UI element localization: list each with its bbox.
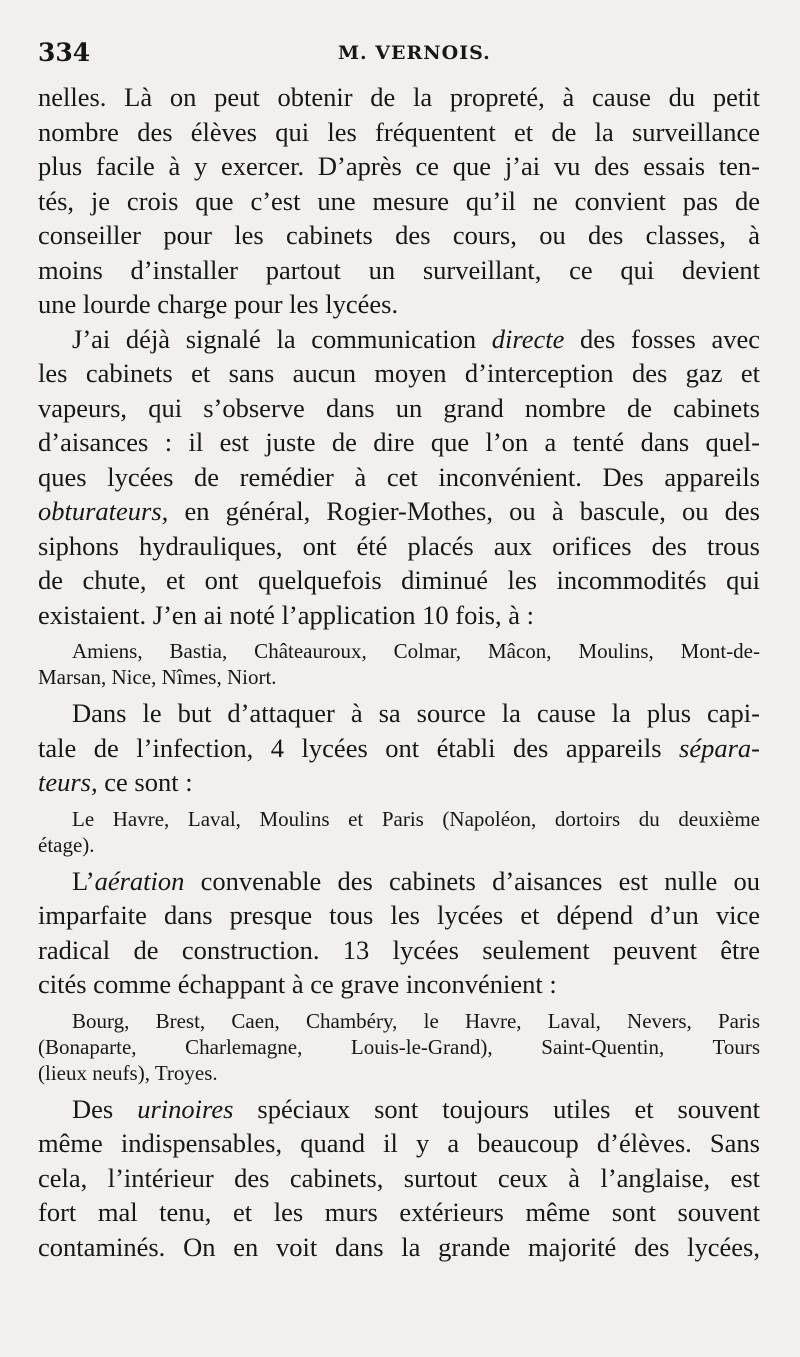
italic-run: urinoires — [137, 1093, 234, 1124]
page-header — [38, 38, 760, 70]
list-line: Marsan, Nice, Nîmes, Niort. — [38, 665, 277, 689]
list-block-3 — [38, 1008, 760, 1086]
text-line: contaminés. On en voit dans la grande majorité des lycées, — [38, 1231, 760, 1262]
paragraph-3 — [38, 696, 760, 800]
list-line: (Bonaparte, Charlemagne, Louis-le-Grand), Saint-Quentin, Tours — [38, 1034, 760, 1059]
list-line: (lieux neufs), Troyes. — [38, 1060, 218, 1085]
text-line: conseiller pour les cabinets des cours, ou des classes, à — [38, 220, 760, 250]
text-line: d’aisances : il est juste de dire que l’on a tenté dans quel- — [38, 427, 760, 457]
text-line: plus facile à y exercer. D’après ce que j’ai vu des essais ten- — [38, 151, 760, 181]
italic-run: teurs, — [38, 767, 98, 797]
text-line: vapeurs, qui s’observe dans un grand nombre de cabinets — [38, 392, 760, 423]
italic-run: directe — [491, 323, 565, 354]
paragraph-4 — [38, 864, 760, 1002]
list-line: Le Havre, Laval, Moulins et Paris (Napoléon, dortoirs du deuxième — [72, 806, 760, 831]
list-block-1 — [38, 638, 760, 690]
text-line: imparfaite dans presque tous les lycées et dépend d’un vice — [38, 900, 760, 930]
text-line: moins d’installer partout un surveillant, ce qui devient — [38, 254, 760, 285]
text-line: fort mal tenu, et les murs extérieurs même sont souvent — [38, 1197, 760, 1227]
text-line: ques lycées de remédier à cet inconvénient. Des appareils — [38, 461, 760, 492]
italic-run: aération — [94, 865, 185, 896]
text-line — [38, 765, 760, 800]
text-line — [38, 322, 760, 357]
text-run: spéciaux sont toujours utiles et souvent — [233, 1093, 760, 1124]
text-run: convenable des cabinets d’aisances est nulle ou — [184, 865, 760, 896]
text-line: radical de construction. 13 lycées seulement peuvent être — [38, 934, 760, 965]
text-run: en général, Rogier-Mothes, ou à bascule, ou des — [168, 496, 760, 526]
page-number: 334 — [38, 38, 91, 67]
text-line: tés, je crois que c’est une mesure qu’il ne convient pas de — [38, 185, 760, 216]
text-line: Dans le but d’attaquer à sa source la cause la plus capi- — [72, 698, 760, 728]
list-line: Amiens, Bastia, Châteauroux, Colmar, Mâcon, Moulins, Mont-de- — [72, 639, 760, 663]
paragraph-1 — [38, 80, 760, 322]
list-line: Bourg, Brest, Caen, Chambéry, le Havre, Laval, Nevers, Paris — [72, 1008, 760, 1033]
paragraph-5 — [38, 1092, 760, 1265]
list-line: étage). — [38, 832, 95, 857]
text-run: L’ — [72, 865, 95, 896]
text-line — [38, 1092, 760, 1127]
text-line: cela, l’intérieur des cabinets, surtout ceux à l’anglaise, est — [38, 1162, 760, 1193]
text-line — [38, 731, 760, 766]
text-line — [38, 494, 760, 529]
text-run: ce sont : — [97, 767, 193, 797]
text-line: existaient. J’en ai noté l’application 10 fois, à : — [38, 599, 534, 630]
list-block-2 — [38, 806, 760, 858]
text-line: siphons hydrauliques, ont été placés aux orifices des trous — [38, 530, 760, 561]
text-line: nelles. Là on peut obtenir de la propreté, à cause du petit — [38, 82, 760, 112]
text-line — [38, 864, 760, 899]
italic-run: sépara- — [679, 732, 760, 763]
text-line: une lourde charge pour les lycées. — [38, 289, 399, 319]
text-line: même indispensables, quand il y a beaucoup d’élèves. Sans — [38, 1128, 760, 1158]
text-run: J’ai déjà signalé la communication — [72, 323, 492, 354]
text-line: les cabinets et sans aucun moyen d’interception des gaz et — [38, 358, 760, 388]
text-run: des fosses avec — [564, 323, 760, 354]
italic-run: obturateurs, — [38, 496, 169, 526]
body-text — [38, 80, 760, 1264]
text-run: tale de l’infection, 4 lycées ont établi des appareils — [38, 732, 680, 763]
text-line: de chute, et ont quelquefois diminué les incommodités qui — [38, 565, 760, 595]
text-line: cités comme échappant à ce grave inconvénient : — [38, 969, 557, 999]
paragraph-2 — [38, 322, 760, 633]
running-head: M. VERNOIS. — [338, 42, 491, 64]
text-line: nombre des élèves qui les fréquentent et de la surveillance — [38, 116, 760, 147]
text-run: Des — [72, 1093, 138, 1124]
